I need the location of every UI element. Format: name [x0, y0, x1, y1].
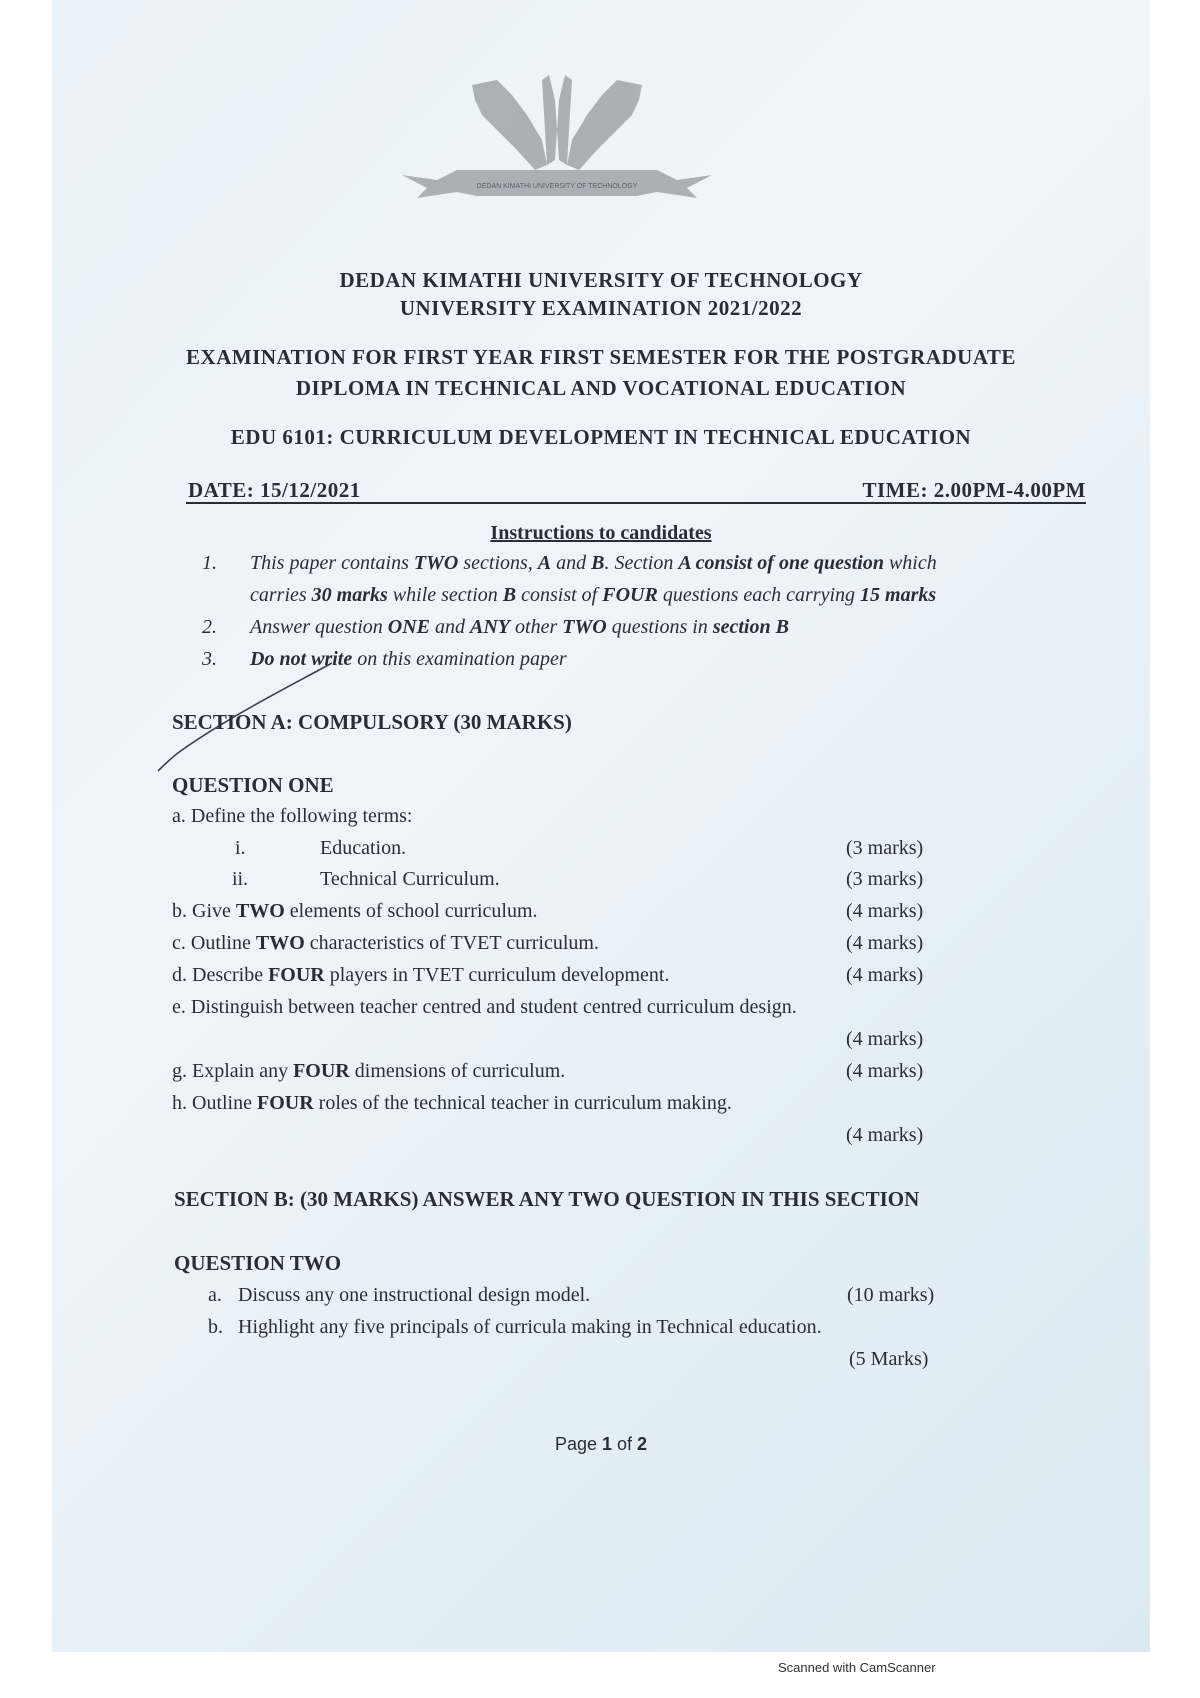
scanner-watermark: Scanned with CamScanner [778, 1660, 936, 1675]
q1-a-i-num: i. [235, 837, 246, 859]
section-a-title: SECTION A: COMPULSORY (30 MARKS) [172, 710, 572, 734]
q2-b-text: Highlight any five principals of curricula making in Technical education. [238, 1316, 822, 1338]
q1-d-marks: (4 marks) [846, 964, 924, 986]
course-title: EDU 6101: CURRICULUM DEVELOPMENT IN TECHNICAL EDUCATION [230, 425, 972, 449]
q2-b-num: b. [208, 1316, 223, 1338]
instructions-title: Instructions to candidates [490, 522, 712, 544]
exam-time: TIME: 2.00PM-4.00PM [862, 478, 1086, 502]
q1-a-i-marks: (3 marks) [846, 837, 924, 859]
page-number: Page 1 of 2 [554, 1434, 648, 1454]
q1-b-marks: (4 marks) [846, 900, 924, 922]
q1-g: g. Explain any FOUR dimensions of curriculum. [172, 1060, 566, 1082]
q1-a-ii-text: Technical Curriculum. [320, 868, 500, 890]
q1-a-i-text: Education. [320, 837, 407, 859]
q1-c-marks: (4 marks) [846, 932, 924, 954]
q1-a-ii-num: ii. [232, 868, 249, 890]
question-two-title: QUESTION TWO [174, 1251, 342, 1275]
q1-e-marks: (4 marks) [846, 1028, 924, 1050]
question-one-title: QUESTION ONE [172, 773, 334, 797]
q1-h: h. Outline FOUR roles of the technical teacher in curriculum making. [172, 1092, 732, 1114]
section-b-title: SECTION B: (30 MARKS) ANSWER ANY TWO QUESTION IN THIS SECTION [174, 1187, 920, 1211]
q1-a-label: a. Define the following terms: [172, 805, 413, 827]
instruction-1-num: 1. [202, 552, 217, 574]
university-logo [397, 70, 717, 210]
q2-a-marks: (10 marks) [847, 1284, 935, 1306]
instruction-3-num: 3. [202, 648, 217, 670]
q1-a-ii-marks: (3 marks) [846, 868, 924, 890]
q2-b-marks: (5 Marks) [849, 1348, 929, 1370]
header-rule [186, 502, 1086, 504]
q1-d: d. Describe FOUR players in TVET curriculum development. [172, 964, 670, 986]
q2-a-text: Discuss any one instructional design model. [238, 1284, 591, 1306]
exam-for-line2: DIPLOMA IN TECHNICAL AND VOCATIONAL EDUCATION [295, 376, 907, 400]
instruction-3: Do not write on this examination paper [250, 648, 567, 670]
exam-paper [52, 0, 1150, 1652]
q1-c: c. Outline TWO characteristics of TVET curriculum. [172, 932, 599, 954]
instruction-2: Answer question ONE and ANY other TWO questions in section B [250, 616, 789, 638]
instruction-1: This paper contains TWO sections, A and B. Section A consist of one question which [250, 552, 937, 574]
instruction-2-num: 2. [202, 616, 217, 638]
logo-ribbon-text: DEDAN KIMATHI UNIVERSITY OF TECHNOLOGY [476, 183, 638, 190]
exam-year: UNIVERSITY EXAMINATION 2021/2022 [399, 296, 803, 320]
q2-a-num: a. [208, 1284, 222, 1306]
q1-h-marks: (4 marks) [846, 1124, 924, 1146]
q1-e: e. Distinguish between teacher centred and student centred curriculum design. [172, 996, 797, 1018]
exam-date: DATE: 15/12/2021 [188, 478, 361, 502]
q1-g-marks: (4 marks) [846, 1060, 924, 1082]
exam-for-line1: EXAMINATION FOR FIRST YEAR FIRST SEMESTER FOR THE POSTGRADUATE [186, 345, 1016, 369]
university-name: DEDAN KIMATHI UNIVERSITY OF TECHNOLOGY [339, 268, 863, 292]
q1-b: b. Give TWO elements of school curriculum. [172, 900, 538, 922]
instruction-1-line2: carries 30 marks while section B consist of FOUR questions each carrying 15 marks [250, 584, 937, 606]
